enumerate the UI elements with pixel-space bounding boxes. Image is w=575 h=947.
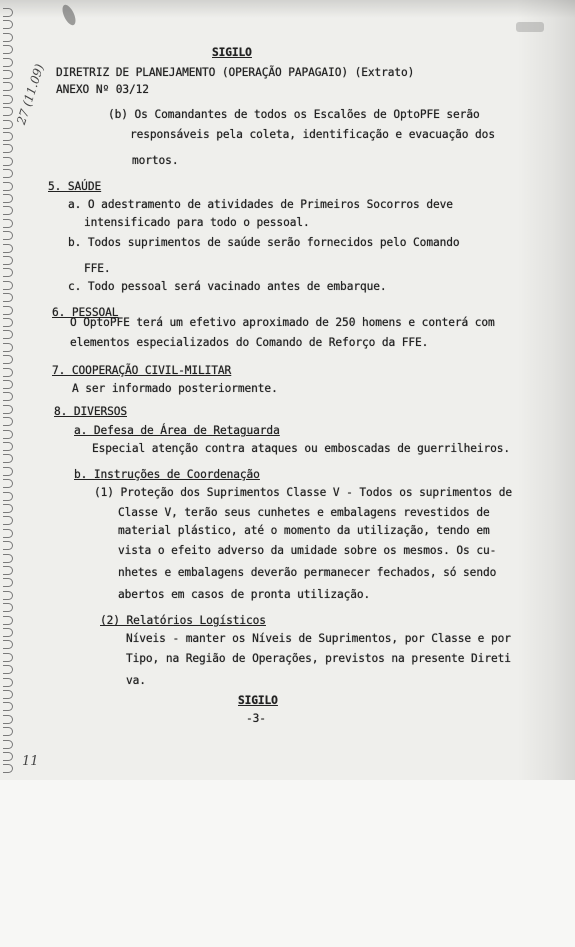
scan-right-shadow [517,0,575,780]
handwritten-note: 27 (11.09) [14,62,47,127]
spiral-loop [3,727,13,736]
subsection-heading: b. Instruções de Coordenação [74,468,260,481]
spiral-loop [3,20,13,29]
spiral-loop [3,219,13,228]
spiral-loop [3,82,13,91]
section-text: nhetes e embalagens deverão permanecer fechados, só sendo [118,566,497,579]
spiral-loop [3,343,13,352]
section-text: O OptoPFE terá um efetivo aproximado de 250 homens e conterá com [70,316,495,329]
spiral-loop [3,355,13,364]
spiral-loop [3,380,13,389]
spiral-loop [3,392,13,401]
spiral-loop [3,194,13,203]
spiral-loop [3,566,13,575]
spiral-loop [3,256,13,265]
spiral-loop [3,578,13,587]
item-b-line: mortos. [132,154,179,167]
spiral-loop [3,665,13,674]
spiral-loop [3,58,13,67]
blank-area [0,780,575,947]
spiral-loop [3,107,13,116]
spiral-loop [3,479,13,488]
spiral-loop [3,653,13,662]
spiral-loop [3,690,13,699]
spiral-loop [3,591,13,600]
spiral-loop [3,516,13,525]
section-heading-cooperacao: 7. COOPERAÇÃO CIVIL-MILITAR [52,364,232,377]
scan-top-shadow [0,0,575,18]
subsection-heading: a. Defesa de Área de Retaguarda [74,424,280,437]
spiral-loop [3,144,13,153]
spiral-loop [3,715,13,724]
section-heading-diversos: 8. DIVERSOS [54,405,127,418]
item-b-line: (b) Os Comandantes de todos os Escalões de OptoPFE serão [108,108,480,121]
spiral-loop [3,281,13,290]
section-text: intensificado para todo o pessoal. [84,216,310,229]
spiral-loop [3,740,13,749]
spiral-loop [3,405,13,414]
section-text: b. Todos suprimentos de saúde serão fornecidos pelo Comando [68,236,460,249]
subsection-heading: (2) Relatórios Logísticos [100,614,266,627]
spiral-loop [3,368,13,377]
spiral-loop [3,244,13,253]
section-text: elementos especializados do Comando de Reforço da FFE. [70,336,429,349]
spiral-loop [3,616,13,625]
spiral-loop [3,157,13,166]
spiral-loop [3,640,13,649]
spiral-loop [3,417,13,426]
scan-smudge [516,22,544,32]
section-text: Tipo, na Região de Operações, previstos na presente Direti [126,652,511,665]
spiral-loop [3,95,13,104]
section-text: abertos em casos de pronta utilização. [118,588,371,601]
spiral-loop [3,764,13,773]
section-text: a. O adestramento de atividades de Primeiros Socorros deve [68,198,453,211]
spiral-loop [3,120,13,129]
spiral-loop [3,33,13,42]
section-text: FFE. [84,262,111,275]
spiral-loop [3,45,13,54]
document-title: DIRETRIZ DE PLANEJAMENTO (OPERAÇÃO PAPAGAIO) (Extrato) [56,66,415,79]
spiral-loop [3,702,13,711]
spiral-loop [3,492,13,501]
section-text: Classe V, terão seus cunhetes e embalagens revestidos de [118,506,490,519]
section-text: (1) Proteção dos Suprimentos Classe V - Todos os suprimentos de [94,486,513,499]
spiral-loop [3,206,13,215]
spiral-loop [3,454,13,463]
section-text: A ser informado posteriormente. [72,382,278,395]
spiral-loop [3,70,13,79]
spiral-loop [3,306,13,315]
spiral-loop [3,231,13,240]
spiral-loop [3,8,13,17]
spiral-loop [3,467,13,476]
page-number: -3- [246,712,266,725]
section-text: c. Todo pessoal será vacinado antes de embarque. [68,280,387,293]
classification-top: SIGILO [212,46,252,59]
spiral-loop [3,603,13,612]
spiral-loop [3,504,13,513]
spiral-loop [3,628,13,637]
section-text: material plástico, até o momento da utilização, tendo em [118,524,490,537]
annex-number: ANEXO Nº 03/12 [56,83,149,96]
section-text: Níveis - manter os Níveis de Suprimentos, por Classe e por [126,632,511,645]
section-text: va. [126,674,146,687]
spiral-loop [3,182,13,191]
spiral-loop [3,678,13,687]
spiral-loop [3,169,13,178]
spiral-loop [3,318,13,327]
spiral-loop [3,442,13,451]
section-text: vista o efeito adverso da umidade sobre os mesmos. Os cu- [118,544,497,557]
spiral-loop [3,430,13,439]
spiral-loop [3,330,13,339]
spiral-loop [3,554,13,563]
spiral-loop [3,529,13,538]
classification-bottom: SIGILO [238,694,278,707]
spiral-loop [3,752,13,761]
section-text: Especial atenção contra ataques ou emboscadas de guerrilheiros. [92,442,511,455]
spiral-loop [3,132,13,141]
section-heading-pessoal: 6. PESSOAL [52,306,119,319]
item-b-line: responsáveis pela coleta, identificação e evacuação dos [130,128,495,141]
spiral-loop [3,541,13,550]
section-heading-saude: 5. SAÚDE [48,180,102,193]
spiral-loop [3,268,13,277]
spiral-loop [3,293,13,302]
margin-mark: 11 [22,754,39,769]
